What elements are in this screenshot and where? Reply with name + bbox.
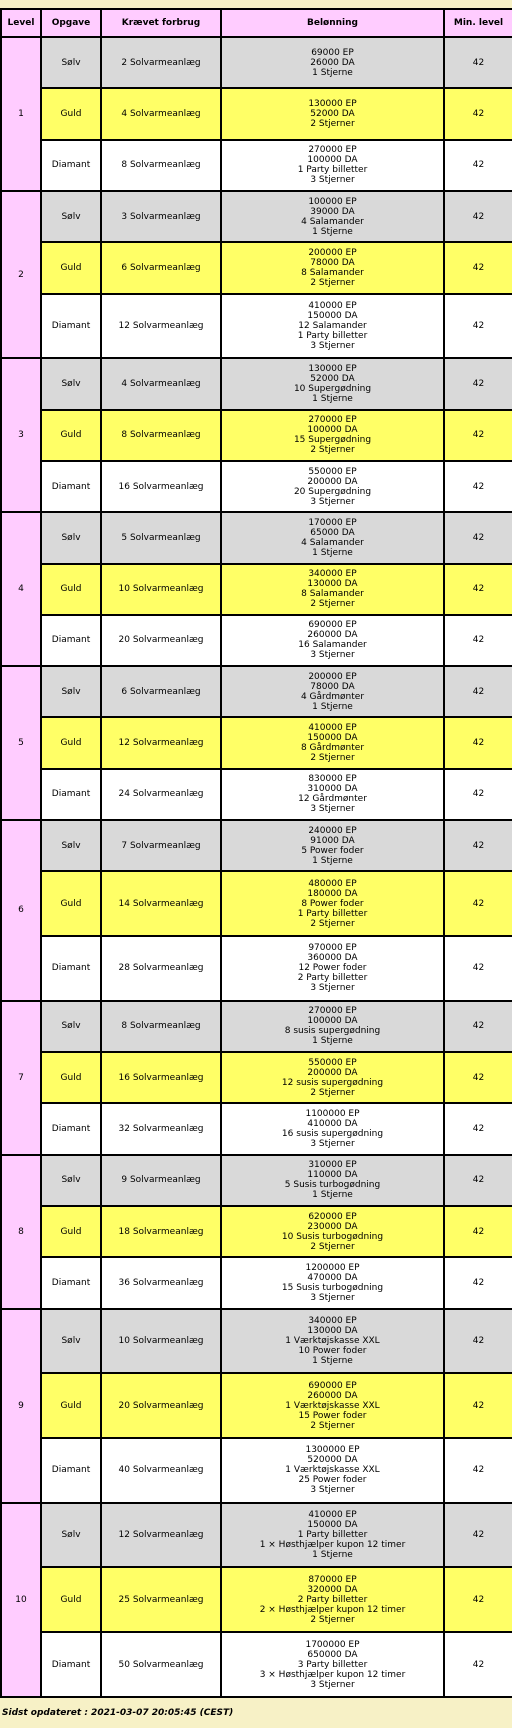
reward-line: 3 Stjerner [310, 340, 355, 351]
reward-line: 200000 DA [307, 1067, 358, 1078]
reward-line: 650000 DA [307, 1649, 358, 1660]
forbrug-cell: 36 Solvarmeanlæg [101, 1257, 221, 1308]
reward-line: 1 Stjerne [312, 1356, 353, 1367]
min-level-cell: 42 [444, 1052, 512, 1103]
reward-line: 20 Supergødning [293, 486, 372, 497]
reward-cell [221, 461, 444, 512]
reward-cell [221, 820, 444, 871]
min-level-cell: 42 [444, 294, 512, 359]
reward-line: 4 Salamander [301, 216, 364, 227]
reward-cell [221, 1052, 444, 1103]
reward-line: 3 Stjerner [310, 650, 355, 661]
opgave-cell: Sølv [41, 1155, 101, 1206]
opgave-cell: Diamant [41, 1438, 101, 1503]
opgave-cell: Diamant [41, 294, 101, 359]
table-row [1, 871, 512, 936]
reward-line: 970000 EP [308, 943, 357, 954]
reward-cell [221, 1632, 444, 1697]
reward-cell [221, 37, 444, 88]
reward-line: 5 Susis turbogødning [284, 1180, 381, 1191]
reward-line: 1 Stjerne [312, 393, 353, 404]
reward-line: 410000 DA [307, 1119, 358, 1130]
reward-line: 3 Stjerner [310, 1293, 355, 1304]
reward-line: 340000 EP [308, 569, 357, 580]
opgave-cell: Guld [41, 1567, 101, 1632]
header-min-level: Min. level [444, 9, 512, 37]
reward-line: 410000 EP [308, 300, 357, 311]
min-level-cell: 42 [444, 461, 512, 512]
reward-line: 620000 EP [308, 1211, 357, 1222]
reward-line: 470000 DA [307, 1273, 358, 1284]
reward-line: 310000 EP [308, 1160, 357, 1171]
reward-line: 270000 EP [308, 1006, 357, 1017]
reward-line: 39000 DA [310, 206, 355, 217]
table-row [1, 1155, 512, 1206]
reward-line: 1300000 EP [305, 1445, 360, 1456]
opgave-cell: Diamant [41, 769, 101, 820]
reward-line: 15 Power foder [298, 1410, 367, 1421]
min-level-cell: 42 [444, 1206, 512, 1257]
reward-line: 270000 EP [308, 415, 357, 426]
opgave-cell: Guld [41, 1052, 101, 1103]
reward-line: 550000 EP [308, 1057, 357, 1068]
reward-line: 1 × Høsthjælper kupon 12 timer [259, 1540, 406, 1551]
table-row [1, 936, 512, 1001]
reward-line: 130000 DA [307, 1326, 358, 1337]
min-level-cell: 42 [444, 410, 512, 461]
table-header-row [1, 9, 512, 37]
reward-line: 110000 DA [307, 1170, 358, 1181]
reward-line: 12 Power foder [298, 963, 367, 974]
opgave-cell: Sølv [41, 666, 101, 717]
reward-cell [221, 1373, 444, 1438]
reward-line: 3 × Høsthjælper kupon 12 timer [259, 1669, 406, 1680]
reward-line: 65000 DA [310, 527, 355, 538]
forbrug-cell: 4 Solvarmeanlæg [101, 358, 221, 409]
opgave-cell: Diamant [41, 615, 101, 666]
reward-line: 10 Supergødning [293, 383, 372, 394]
forbrug-cell: 25 Solvarmeanlæg [101, 1567, 221, 1632]
forbrug-cell: 12 Solvarmeanlæg [101, 1503, 221, 1568]
reward-line: 2 Stjerner [310, 1241, 355, 1252]
reward-line: 200000 DA [307, 476, 358, 487]
forbrug-cell: 5 Solvarmeanlæg [101, 512, 221, 563]
reward-line: 1 Party billetter [297, 1530, 368, 1541]
forbrug-cell: 2 Solvarmeanlæg [101, 37, 221, 88]
opgave-cell: Diamant [41, 1103, 101, 1154]
forbrug-cell: 6 Solvarmeanlæg [101, 242, 221, 293]
reward-line: 8 susis supergødning [284, 1026, 381, 1037]
table-row [1, 1632, 512, 1697]
reward-line: 2 Stjerner [310, 1614, 355, 1625]
reward-cell [221, 666, 444, 717]
opgave-cell: Sølv [41, 1503, 101, 1568]
reward-line: 3 Stjerner [310, 804, 355, 815]
forbrug-cell: 10 Solvarmeanlæg [101, 564, 221, 615]
reward-line: 270000 EP [308, 145, 357, 156]
reward-line: 8 Gårdmønter [300, 743, 365, 754]
reward-line: 130000 EP [308, 98, 357, 109]
table-row [1, 564, 512, 615]
table-row [1, 37, 512, 88]
table-row [1, 294, 512, 359]
table-row [1, 1103, 512, 1154]
min-level-cell: 42 [444, 1373, 512, 1438]
reward-cell [221, 564, 444, 615]
reward-line: 10 Power foder [298, 1346, 367, 1357]
reward-line: 3 Stjerner [310, 983, 355, 994]
forbrug-cell: 4 Solvarmeanlæg [101, 88, 221, 139]
reward-cell [221, 1001, 444, 1052]
table-row [1, 358, 512, 409]
reward-line: 1100000 EP [305, 1109, 360, 1120]
min-level-cell: 42 [444, 769, 512, 820]
header-forbrug: Krævet forbrug [101, 9, 221, 37]
reward-line: 150000 DA [307, 1520, 358, 1531]
reward-cell [221, 1567, 444, 1632]
min-level-cell: 42 [444, 242, 512, 293]
reward-cell [221, 512, 444, 563]
reward-cell [221, 88, 444, 139]
reward-line: 410000 EP [308, 1510, 357, 1521]
reward-line: 2 Stjerner [310, 1087, 355, 1098]
forbrug-cell: 14 Solvarmeanlæg [101, 871, 221, 936]
reward-line: 69000 EP [311, 47, 354, 58]
opgave-cell: Guld [41, 1373, 101, 1438]
opgave-cell: Sølv [41, 191, 101, 242]
forbrug-cell: 10 Solvarmeanlæg [101, 1309, 221, 1374]
reward-cell [221, 410, 444, 461]
reward-line: 3 Stjerner [310, 175, 355, 186]
reward-line: 16 susis supergødning [281, 1129, 384, 1140]
reward-line: 25 Power foder [298, 1475, 367, 1486]
min-level-cell: 42 [444, 358, 512, 409]
reward-cell [221, 358, 444, 409]
reward-line: 26000 DA [310, 57, 355, 68]
level-cell: 9 [1, 1309, 41, 1503]
reward-line: 410000 EP [308, 723, 357, 734]
reward-line: 1 Party billetter [297, 330, 368, 341]
reward-line: 830000 EP [308, 774, 357, 785]
reward-cell [221, 1206, 444, 1257]
reward-line: 5 Power foder [301, 845, 364, 856]
reward-cell [221, 1503, 444, 1568]
forbrug-cell: 18 Solvarmeanlæg [101, 1206, 221, 1257]
forbrug-cell: 8 Solvarmeanlæg [101, 140, 221, 191]
min-level-cell: 42 [444, 1632, 512, 1697]
min-level-cell: 42 [444, 37, 512, 88]
level-cell: 8 [1, 1155, 41, 1309]
reward-line: 1 Værktøjskasse XXL [285, 1336, 380, 1347]
forbrug-cell: 3 Solvarmeanlæg [101, 191, 221, 242]
header-level: Level [1, 9, 41, 37]
table-row [1, 769, 512, 820]
reward-line: 2 Stjerner [310, 277, 355, 288]
reward-line: 690000 EP [308, 1380, 357, 1391]
min-level-cell: 42 [444, 871, 512, 936]
reward-cell [221, 1309, 444, 1374]
reward-line: 52000 DA [310, 373, 355, 384]
reward-line: 1 Stjerne [312, 1036, 353, 1047]
level-cell: 5 [1, 666, 41, 820]
reward-line: 310000 DA [307, 784, 358, 795]
reward-line: 130000 DA [307, 579, 358, 590]
reward-line: 170000 EP [308, 517, 357, 528]
table-row [1, 1309, 512, 1374]
opgave-cell: Diamant [41, 936, 101, 1001]
forbrug-cell: 28 Solvarmeanlæg [101, 936, 221, 1001]
min-level-cell: 42 [444, 936, 512, 1001]
reward-line: 1 Stjerne [312, 1550, 353, 1561]
table-row [1, 820, 512, 871]
opgave-cell: Guld [41, 564, 101, 615]
table-row [1, 191, 512, 242]
opgave-cell: Sølv [41, 1309, 101, 1374]
reward-line: 520000 DA [307, 1455, 358, 1466]
forbrug-cell: 32 Solvarmeanlæg [101, 1103, 221, 1154]
table-row [1, 1438, 512, 1503]
opgave-cell: Sølv [41, 512, 101, 563]
forbrug-cell: 12 Solvarmeanlæg [101, 717, 221, 768]
min-level-cell: 42 [444, 140, 512, 191]
reward-line: 1 Stjerne [312, 701, 353, 712]
reward-cell [221, 294, 444, 359]
reward-line: 1700000 EP [305, 1639, 360, 1650]
opgave-cell: Diamant [41, 461, 101, 512]
reward-line: 200000 EP [308, 247, 357, 258]
opgave-cell: Sølv [41, 37, 101, 88]
table-row [1, 461, 512, 512]
reward-line: 100000 EP [308, 196, 357, 207]
min-level-cell: 42 [444, 1103, 512, 1154]
reward-line: 15 Supergødning [293, 435, 372, 446]
forbrug-cell: 8 Solvarmeanlæg [101, 1001, 221, 1052]
table-row [1, 717, 512, 768]
table-row [1, 666, 512, 717]
min-level-cell: 42 [444, 88, 512, 139]
level-cell: 1 [1, 37, 41, 191]
opgave-cell: Sølv [41, 358, 101, 409]
reward-line: 78000 DA [310, 681, 355, 692]
header-belonning: Belønning [221, 9, 444, 37]
min-level-cell: 42 [444, 820, 512, 871]
reward-line: 100000 DA [307, 1016, 358, 1027]
reward-cell [221, 242, 444, 293]
table-row [1, 1206, 512, 1257]
reward-line: 690000 EP [308, 620, 357, 631]
level-cell: 2 [1, 191, 41, 358]
min-level-cell: 42 [444, 1257, 512, 1308]
reward-line: 3 Stjerner [310, 496, 355, 507]
reward-line: 2 Stjerner [310, 445, 355, 456]
reward-line: 1 Stjerne [312, 226, 353, 237]
forbrug-cell: 7 Solvarmeanlæg [101, 820, 221, 871]
reward-line: 360000 DA [307, 953, 358, 964]
forbrug-cell: 24 Solvarmeanlæg [101, 769, 221, 820]
reward-line: 12 Gårdmønter [298, 794, 367, 805]
reward-line: 150000 DA [307, 310, 358, 321]
forbrug-cell: 12 Solvarmeanlæg [101, 294, 221, 359]
reward-line: 1 Stjerne [312, 547, 353, 558]
reward-line: 3 Stjerner [310, 1485, 355, 1496]
reward-line: 230000 DA [307, 1221, 358, 1232]
reward-line: 3 Stjerner [310, 1139, 355, 1150]
reward-line: 550000 EP [308, 466, 357, 477]
reward-line: 2 × Høsthjælper kupon 12 timer [259, 1604, 406, 1615]
min-level-cell: 42 [444, 717, 512, 768]
reward-line: 52000 DA [310, 108, 355, 119]
reward-cell [221, 717, 444, 768]
reward-line: 240000 EP [308, 825, 357, 836]
reward-cell [221, 140, 444, 191]
table-row [1, 1503, 512, 1568]
opgave-cell: Guld [41, 717, 101, 768]
min-level-cell: 42 [444, 1438, 512, 1503]
reward-line: 1 Stjerne [312, 1190, 353, 1201]
reward-line: 180000 DA [307, 888, 358, 899]
opgave-cell: Diamant [41, 1632, 101, 1697]
reward-line: 200000 EP [308, 671, 357, 682]
table-row [1, 88, 512, 139]
forbrug-cell: 6 Solvarmeanlæg [101, 666, 221, 717]
reward-line: 78000 DA [310, 257, 355, 268]
reward-line: 16 Salamander [298, 640, 367, 651]
reward-line: 8 Salamander [301, 267, 364, 278]
forbrug-cell: 8 Solvarmeanlæg [101, 410, 221, 461]
reward-cell [221, 1257, 444, 1308]
level-cell: 3 [1, 358, 41, 512]
forbrug-cell: 16 Solvarmeanlæg [101, 461, 221, 512]
reward-line: 2 Stjerner [310, 918, 355, 929]
opgave-cell: Diamant [41, 140, 101, 191]
reward-cell [221, 191, 444, 242]
level-cell: 4 [1, 512, 41, 666]
reward-line: 10 Susis turbogødning [281, 1231, 384, 1242]
min-level-cell: 42 [444, 1155, 512, 1206]
table-row [1, 615, 512, 666]
opgave-cell: Diamant [41, 1257, 101, 1308]
min-level-cell: 42 [444, 1001, 512, 1052]
reward-line: 2 Stjerner [310, 118, 355, 129]
reward-line: 2 Party billetter [297, 973, 368, 984]
header-opgave: Opgave [41, 9, 101, 37]
reward-line: 3 Party billetter [297, 1659, 368, 1670]
table-row [1, 1052, 512, 1103]
reward-line: 1 Party billetter [297, 165, 368, 176]
table-row [1, 140, 512, 191]
reward-line: 2 Stjerner [310, 1420, 355, 1431]
forbrug-cell: 20 Solvarmeanlæg [101, 1373, 221, 1438]
reward-line: 1 Stjerne [312, 67, 353, 78]
reward-line: 91000 DA [310, 835, 355, 846]
reward-line: 3 Stjerner [310, 1679, 355, 1690]
reward-line: 320000 DA [307, 1584, 358, 1595]
reward-line: 2 Party billetter [297, 1594, 368, 1605]
reward-cell [221, 769, 444, 820]
level-cell: 6 [1, 820, 41, 1001]
table-row [1, 1373, 512, 1438]
reward-line: 4 Gårdmønter [300, 691, 365, 702]
opgave-cell: Guld [41, 410, 101, 461]
reward-line: 100000 DA [307, 425, 358, 436]
table-row [1, 512, 512, 563]
opgave-cell: Sølv [41, 1001, 101, 1052]
forbrug-cell: 50 Solvarmeanlæg [101, 1632, 221, 1697]
reward-line: 100000 DA [307, 155, 358, 166]
reward-cell [221, 936, 444, 1001]
reward-line: 12 susis supergødning [281, 1077, 384, 1088]
reward-line: 340000 EP [308, 1316, 357, 1327]
table-body [1, 37, 512, 1697]
reward-line: 2 Stjerner [310, 753, 355, 764]
reward-line: 2 Stjerner [310, 599, 355, 610]
opgave-cell: Guld [41, 871, 101, 936]
reward-line: 260000 DA [307, 1390, 358, 1401]
reward-line: 1200000 EP [305, 1263, 360, 1274]
min-level-cell: 42 [444, 564, 512, 615]
reward-line: 1 Værktøjskasse XXL [285, 1465, 380, 1476]
table-row [1, 1001, 512, 1052]
reward-cell [221, 1438, 444, 1503]
min-level-cell: 42 [444, 1567, 512, 1632]
min-level-cell: 42 [444, 666, 512, 717]
forbrug-cell: 9 Solvarmeanlæg [101, 1155, 221, 1206]
min-level-cell: 42 [444, 1309, 512, 1374]
table-row [1, 242, 512, 293]
level-cell: 10 [1, 1503, 41, 1697]
reward-line: 870000 EP [308, 1574, 357, 1585]
reward-cell [221, 1103, 444, 1154]
table-row [1, 1567, 512, 1632]
forbrug-cell: 16 Solvarmeanlæg [101, 1052, 221, 1103]
reward-line: 260000 DA [307, 630, 358, 641]
reward-line: 130000 EP [308, 363, 357, 374]
last-updated: Sidst opdateret : 2021-03-07 20:05:45 (CEST) [2, 1708, 234, 1718]
level-cell: 7 [1, 1001, 41, 1155]
min-level-cell: 42 [444, 1503, 512, 1568]
forbrug-cell: 20 Solvarmeanlæg [101, 615, 221, 666]
reward-line: 4 Salamander [301, 537, 364, 548]
reward-line: 1 Stjerne [312, 855, 353, 866]
reward-line: 12 Salamander [298, 320, 367, 331]
min-level-cell: 42 [444, 191, 512, 242]
opgave-cell: Guld [41, 1206, 101, 1257]
task-table [0, 8, 512, 1698]
forbrug-cell: 40 Solvarmeanlæg [101, 1438, 221, 1503]
reward-cell [221, 871, 444, 936]
reward-line: 150000 DA [307, 733, 358, 744]
opgave-cell: Guld [41, 88, 101, 139]
min-level-cell: 42 [444, 615, 512, 666]
table-row [1, 1257, 512, 1308]
reward-line: 15 Susis turbogødning [281, 1283, 384, 1294]
reward-cell [221, 1155, 444, 1206]
reward-cell [221, 615, 444, 666]
min-level-cell: 42 [444, 512, 512, 563]
reward-line: 8 Power foder [301, 898, 364, 909]
table-row [1, 410, 512, 461]
reward-line: 8 Salamander [301, 589, 364, 600]
reward-line: 1 Værktøjskasse XXL [285, 1400, 380, 1411]
reward-line: 480000 EP [308, 878, 357, 889]
reward-line: 1 Party billetter [297, 908, 368, 919]
opgave-cell: Guld [41, 242, 101, 293]
opgave-cell: Sølv [41, 820, 101, 871]
